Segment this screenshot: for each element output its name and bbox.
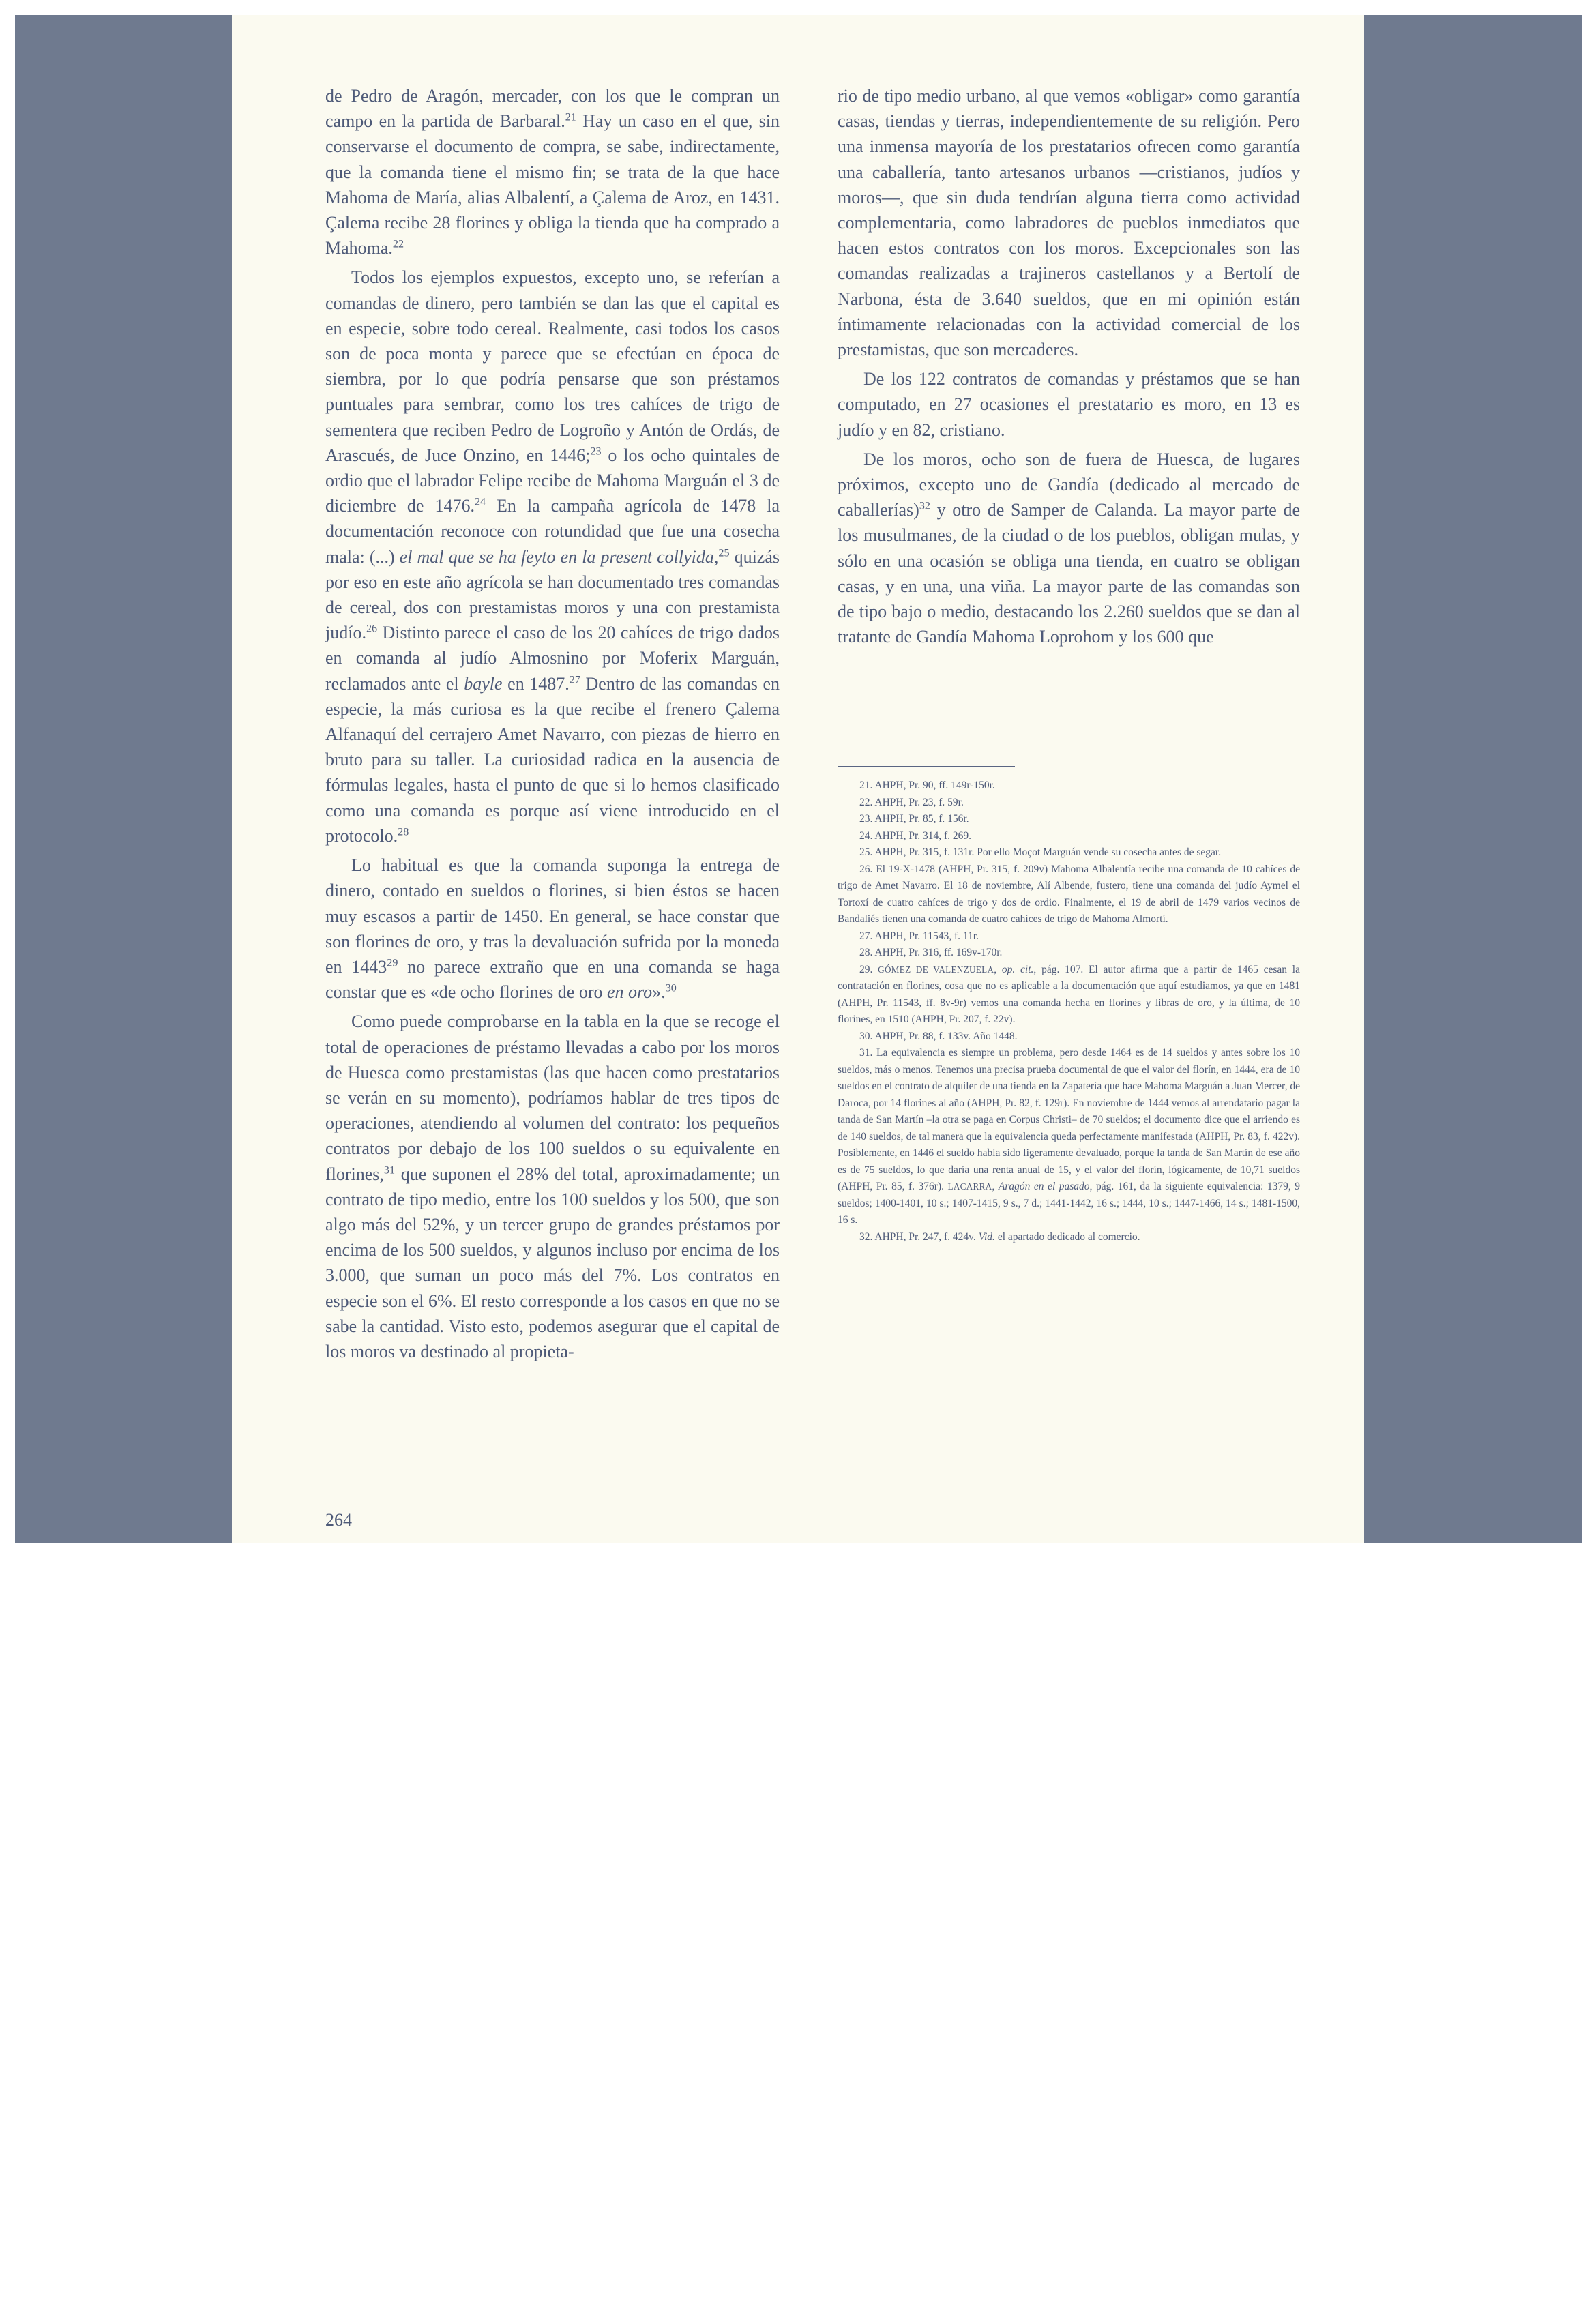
text-run: 25. AHPH, Pr. 315, f. 131r. Por ello Moçot Marguán vende su cosecha antes de segar.	[859, 846, 1222, 858]
paragraph	[838, 447, 1300, 650]
text-run: 22. AHPH, Pr. 23, f. 59r.	[859, 796, 964, 808]
left-text-column	[325, 83, 780, 1364]
text-run: 23. AHPH, Pr. 85, f. 156r.	[859, 813, 969, 825]
text-run: 30. AHPH, Pr. 88, f. 133v. Año 1448.	[859, 1030, 1018, 1042]
footnote-ref: 21	[565, 111, 576, 123]
text-run: de Pedro de Aragón, mercader, con los que le compran un campo en la partida de Barbaral.	[325, 86, 780, 132]
text-run: , pág. 107. El autor afirma que a partir de 1465 cesan la contratación en florines, cosa que no es aplicable a la documentación que aquí estudiamos, ya que en 1481 (AHPH, Pr. 11543, ff. 8v-9r) vemos una comanda hecha en florines y libras de oro, y la última, de 10 florines, en 1510 (AHPH, Pr. 207, f. 22v).	[838, 963, 1300, 1025]
italic-text: Vid.	[978, 1230, 995, 1243]
footnote	[838, 1045, 1300, 1229]
author-name: GÓMEZ DE VALENZUELA	[878, 964, 994, 975]
text-run: 21. AHPH, Pr. 90, ff. 149r-150r.	[859, 780, 995, 791]
footnote	[838, 828, 1300, 845]
author-name: LACARRA	[947, 1181, 992, 1192]
paragraph	[325, 265, 780, 848]
footnote-ref: 23	[590, 445, 602, 458]
book-page	[232, 15, 1364, 1543]
text-run: Hay un caso en el que, sin conservarse el documento de compra, se sabe, indirectamente, que la comanda tiene el mismo fin; se trata de la que hace Mahoma de María, alias Albalentí, a Çalema de Aroz, en 1431. Çalema recibe 28 florines y obliga la tienda que ha comprado a Mahoma.	[325, 111, 780, 259]
text-run: En la campaña agrícola de 1478 la documentación reconoce con rotundidad que fue una cosecha mala: (...)	[325, 496, 780, 567]
footnote	[838, 962, 1300, 1029]
footnote	[838, 928, 1300, 945]
footnote-ref: 32	[919, 500, 930, 512]
text-run: en 1487.	[502, 673, 570, 694]
footnote-separator	[838, 766, 1015, 767]
text-run: ».	[652, 982, 666, 1003]
text-run: 28. AHPH, Pr. 316, ff. 169v-170r.	[859, 947, 1003, 958]
text-run: 31. La equivalencia es siempre un problema, pero desde 1464 es de 14 sueldos y antes sobre los 10 sueldos, más o menos. Tenemos una precisa prueba documental de que el valor del florín, en 1444, era de 10 sueldos en el contrato de alquiler de una tienda en la Zapatería que hace Mahoma Marguán a Juan Mercer, de Daroca, por 14 florines al año (AHPH, Pr. 82, f. 129r). En noviembre de 1444 vemos al arrendatario pagar la tanda de San Martín –la otra se paga en Corpus Christi– de 70 sueldos; el documento dice que el arriendo es de 140 sueldos, de tal manera que la equivalencia queda perfectamente manifestada (AHPH, Pr. 83, f. 422v). Posiblemente, en 1446 el sueldo había sido ligeramente devaluado, porque la tanda de San Martín de ese año es de 75 sueldos, lo que daría una renta anual de 15, y el valor del florín, lógicamente, de 10,71 sueldos (AHPH, Pr. 85, f. 376r).	[838, 1047, 1300, 1192]
footnote-ref: 30	[665, 982, 677, 994]
footnote	[838, 1229, 1300, 1246]
footnote-ref: 22	[392, 238, 404, 250]
footnote	[838, 811, 1300, 828]
italic-text: el mal que se ha feyto en la present collyida,	[399, 546, 719, 567]
text-run: Distinto parece el caso de los 20 cahíces de trigo dados en comanda al judío Almosnino por Moferix Marguán, reclamados ante el	[325, 623, 780, 694]
text-run: 26. El 19-X-1478 (AHPH, Pr. 315, f. 209v) Mahoma Albalentía recibe una comanda de 10 cahíces de trigo de Amet Navarro. El 18 de noviembre, Alí Albende, fustero, tiene una comanda del judío Aymel el Tortoxí de cuatro cahíces de trigo y dos de ordio. Finalmente, el 19 de abril de 1479 varios vecinos de Bandaliés tienen una comanda de cuatro cahíces de trigo de Mahoma Almortí.	[838, 863, 1300, 925]
text-run: Lo habitual es que la comanda suponga la entrega de dinero, contado en sueldos o florines, si bien éstos se hacen muy escasos a partir de 1450. En general, se hace constar que son florines de oro, y tras la devaluación sufrida por la moneda en 1443	[325, 855, 780, 977]
text-run: ,	[992, 1181, 999, 1192]
italic-text: Aragón en el pasado	[998, 1181, 1090, 1192]
footnote-ref: 27	[569, 674, 580, 686]
right-text-column	[838, 83, 1300, 649]
footnote-ref: 24	[474, 496, 486, 508]
footnote	[838, 1029, 1300, 1046]
footnote-ref: 25	[718, 547, 730, 559]
footnotes	[838, 778, 1300, 1245]
text-run: el apartado dedicado al comercio.	[994, 1230, 1140, 1243]
text-run: 32. AHPH, Pr. 247, f. 424v.	[859, 1230, 979, 1243]
text-run: rio de tipo medio urbano, al que vemos «obligar» como garantía casas, tiendas y tierras, independientemente de su religión. Pero una inmensa mayoría de los prestatarios ofrecen como garantía una caballería, tanto artesanos urbanos —cristianos, judíos y moros—, que sin duda tendrían alguna tierra como actividad complementaria, como labradores de pueblos inmediatos que hacen estos contratos con los moros. Excepcionales son las comandas realizadas a trajineros castellanos y a Bertolí de Narbona, ésta de 3.640 sueldos, que en mi opinión están íntimamente relacionadas con la actividad comercial de los prestamistas, que son mercaderes.	[838, 86, 1300, 360]
text-run: Dentro de las comandas en especie, la más curiosa es la que recibe el frenero Çalema Alfanaquí del cerrajero Amet Navarro, con piezas de hierro en bruto para su taller. La curiosidad radica en la ausencia de fórmulas legales, hasta el punto de que si lo hemos clasificado como una comanda es porque así viene introducido en el protocolo.	[325, 673, 780, 846]
text-run: 24. AHPH, Pr. 314, f. 269.	[859, 829, 972, 842]
italic-text: bayle	[464, 673, 503, 694]
footnote	[838, 778, 1300, 795]
text-run: , pág. 161, da la siguiente equivalencia: 1379, 9 sueldos; 1400-1401, 10 s.; 1407-1415, 9 s., 7 d.; 1441-1442, 16 s.; 1444, 10 s.; 1447-1466, 14 s.; 1481-1500, 16 s.	[838, 1181, 1301, 1226]
paragraph	[838, 83, 1300, 362]
text-run: De los 122 contratos de comandas y préstamos que se han computado, en 27 ocasiones el prestatario es moro, en 13 es judío y en 82, cristiano.	[838, 369, 1300, 440]
footnote-ref: 28	[398, 826, 409, 838]
footnote-ref: 31	[383, 1164, 396, 1176]
text-run: ,	[994, 963, 1002, 975]
text-run: Como puede comprobarse en la tabla en la que se recoge el total de operaciones de préstamo llevadas a cabo por los moros de Huesca como prestamistas (las que hacen como prestatarios se verán en su momento), podríamos hablar de tres tipos de operaciones, atendiendo al volumen del contrato: los pequeños contratos por debajo de los 100 sueldos o su equivalente en florines,	[325, 1011, 780, 1184]
footnote	[838, 795, 1300, 812]
footnote	[838, 945, 1300, 962]
text-run: y otro de Samper de Calanda. La mayor parte de los musulmanes, de la ciudad o de los pueblos, obligan mulas, y sólo en una ocasión se obliga una tienda, en cuatro se obligan casas, y en una, una viña. La mayor parte de las comandas son de tipo bajo o medio, destacando los 2.260 sueldos que se dan al tratante de Gandía Mahoma Loprohom y los 600 que	[838, 500, 1300, 647]
footnote-ref: 26	[366, 623, 378, 635]
text-run: De los moros, ocho son de fuera de Huesca, de lugares próximos, excepto uno de Gandía (dedicado al mercado de caballerías)	[838, 449, 1300, 520]
footnote	[838, 861, 1300, 928]
text-run: Todos los ejemplos expuestos, excepto uno, se referían a comandas de dinero, pero también se dan las que el capital es en especie, sobre todo cereal. Realmente, casi todos los casos son de poca monta y parece que se efectúan en época de siembra, por lo que podría pensarse que son préstamos puntuales para sembrar, como los tres cahíces de trigo de sementera que reciben Pedro de Logroño y Antón de Ordás, de Arascués, de Juce Onzino, en 1446;	[325, 267, 780, 465]
page-number: 264	[325, 1510, 352, 1530]
paragraph	[838, 366, 1300, 443]
italic-text: op. cit.	[1001, 963, 1034, 975]
text-run: 29.	[859, 963, 878, 975]
text-run: 27. AHPH, Pr. 11543, f. 11r.	[859, 930, 979, 942]
paragraph	[325, 83, 780, 261]
footnote	[838, 844, 1300, 861]
paragraph	[325, 1009, 780, 1364]
paragraph	[325, 853, 780, 1005]
text-run: o los ocho quintales de ordio que el labrador Felipe recibe de Mahoma Marguán el 3 de diciembre de 1476.	[325, 445, 780, 516]
footnote-ref: 29	[387, 957, 398, 969]
text-run: no parece extraño que en una comanda se haga constar que es «de ocho florines de oro	[325, 956, 780, 1003]
text-run: quizás por eso en este año agrícola se han documentado tres comandas de cereal, dos con prestamistas moros y una con prestamista judío.	[325, 546, 780, 643]
italic-text: en oro	[606, 982, 653, 1003]
text-run: que suponen el 28% del total, aproximadamente; un contrato de tipo medio, entre los 100 sueldos y los 500, que son algo más del 52%, y un tercer grupo de grandes préstamos por encima de los 500 sueldos, y algunos incluso por encima de los 3.000, que suman un poco más del 7%. Los contratos en especie son el 6%. El resto corresponde a los casos en que no se sabe la cantidad. Visto esto, podemos asegurar que el capital de los moros va destinado al propieta-	[325, 1164, 780, 1361]
